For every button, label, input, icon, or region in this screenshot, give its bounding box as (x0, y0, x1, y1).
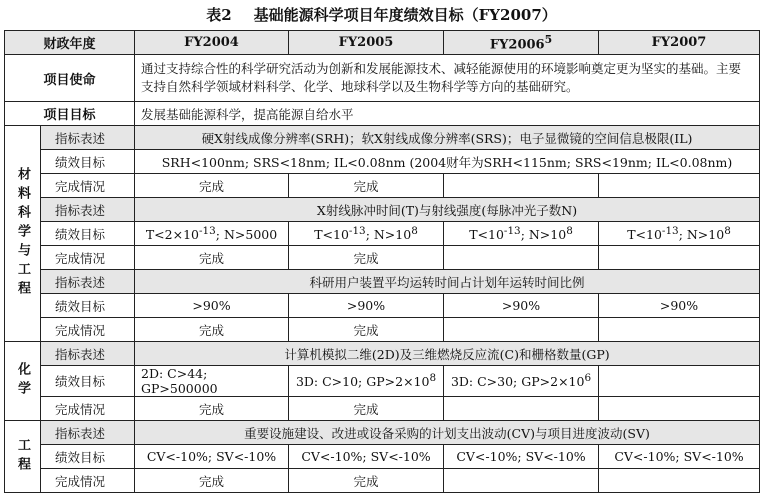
empty-cell (599, 397, 760, 421)
goal-label: 项目目标 (5, 102, 135, 126)
pulse-fy2005: $T<10^{-13}$; $N>10^8$ (289, 222, 444, 246)
row-label: 绩效目标 (41, 445, 135, 469)
empty-cell (444, 318, 599, 342)
table-row (5, 126, 760, 150)
indicator-runtime: 科研用户装置平均运转时间占计划年运转时间比例 (135, 270, 760, 294)
empty-cell (444, 174, 599, 198)
empty-cell (599, 318, 760, 342)
table-row (5, 366, 760, 397)
table-row (5, 445, 760, 469)
eng-fy2007: CV<-10%; SV<-10% (599, 445, 760, 469)
status-cell: 完成 (289, 469, 444, 493)
row-label: 绩效目标 (41, 150, 135, 174)
target-resolution: SRH<100nm; SRS<18nm; IL<0.08nm (2004财年为SRH<115nm; SRS<19nm; IL<0.08nm) (135, 150, 760, 174)
goal-text: 发展基础能源科学，提高能源自给水平 (135, 102, 760, 126)
chem-fy2005: 3D: C>10; $GP>2\times 10^8$ (289, 366, 444, 397)
section-engineering: 工程 (5, 421, 41, 493)
status-cell: 完成 (289, 174, 444, 198)
status-cell: 完成 (135, 246, 289, 270)
table-row (5, 318, 760, 342)
runtime-fy2006: >90% (444, 294, 599, 318)
empty-cell (599, 246, 760, 270)
goal-row (5, 102, 760, 126)
mission-text: 通过支持综合性的科学研究活动为创新和发展能源技术、减轻能源使用的环境影响奠定更为坚实的基础。主要支持自然科学领域材料科学、化学、地球科学以及生物科学等方向的基础研究。 (135, 55, 760, 102)
pulse-fy2006: $T<10^{-13}$; $N>10^8$ (444, 222, 599, 246)
row-label: 绩效目标 (41, 366, 135, 397)
indicator-resolution: 硬X射线成像分辨率(SRH)；软X射线成像分辨率(SRS)；电子显微镜的空间信息极限(IL) (135, 126, 760, 150)
table-title (0, 0, 763, 30)
runtime-fy2005: >90% (289, 294, 444, 318)
section-materials: 材料科学与工程 (5, 126, 41, 342)
indicator-chemistry: 计算机模拟二维(2D)及三维燃烧反应流(C)和栅格数量(GP) (135, 342, 760, 366)
table-row (5, 150, 760, 174)
runtime-fy2007: >90% (599, 294, 760, 318)
table-row (5, 270, 760, 294)
table-row (5, 342, 760, 366)
table-row (5, 222, 760, 246)
row-label: 指标表述 (41, 126, 135, 150)
performance-table (4, 30, 760, 493)
status-cell: 完成 (135, 397, 289, 421)
empty-cell (444, 469, 599, 493)
table-row (5, 421, 760, 445)
empty-cell (599, 366, 760, 397)
status-cell: 完成 (135, 174, 289, 198)
section-chemistry: 化学 (5, 342, 41, 421)
empty-cell (599, 469, 760, 493)
table-number: 表2 (206, 6, 232, 24)
header-fy2007: FY2007 (599, 31, 760, 55)
table-row (5, 397, 760, 421)
header-fy2006: FY2006$^5$ (444, 31, 599, 55)
header-fy2004: FY2004 (135, 31, 289, 55)
row-label: 完成情况 (41, 246, 135, 270)
header-fiscal-year: 财政年度 (5, 31, 135, 55)
eng-fy2006: CV<-10%; SV<-10% (444, 445, 599, 469)
status-cell: 完成 (289, 246, 444, 270)
header-row (5, 31, 760, 55)
row-label: 指标表述 (41, 198, 135, 222)
row-label: 完成情况 (41, 397, 135, 421)
table-row (5, 198, 760, 222)
empty-cell (444, 246, 599, 270)
empty-cell (599, 174, 760, 198)
table-caption: 基础能源科学项目年度绩效目标（FY2007） (253, 6, 557, 24)
table-row (5, 246, 760, 270)
status-cell: 完成 (135, 318, 289, 342)
chem-fy2006: 3D: C>30; $GP>2\times 10^6$ (444, 366, 599, 397)
row-label: 完成情况 (41, 469, 135, 493)
chem-fy2004: 2D: C>44; GP>500000 (135, 366, 289, 397)
table-row (5, 469, 760, 493)
indicator-engineering: 重要设施建设、改进或设备采购的计划支出波动(CV)与项目进度波动(SV) (135, 421, 760, 445)
mission-row (5, 55, 760, 102)
row-label: 指标表述 (41, 270, 135, 294)
status-cell: 完成 (289, 318, 444, 342)
status-cell: 完成 (135, 469, 289, 493)
row-label: 指标表述 (41, 342, 135, 366)
row-label: 完成情况 (41, 318, 135, 342)
pulse-fy2004: $T<2\times 10^{-13}$; N>5000 (135, 222, 289, 246)
eng-fy2004: CV<-10%; SV<-10% (135, 445, 289, 469)
row-label: 指标表述 (41, 421, 135, 445)
row-label: 绩效目标 (41, 222, 135, 246)
runtime-fy2004: >90% (135, 294, 289, 318)
row-label: 绩效目标 (41, 294, 135, 318)
pulse-fy2007: $T<10^{-13}$; $N>10^8$ (599, 222, 760, 246)
status-cell: 完成 (289, 397, 444, 421)
eng-fy2005: CV<-10%; SV<-10% (289, 445, 444, 469)
table-row (5, 294, 760, 318)
empty-cell (444, 397, 599, 421)
row-label: 完成情况 (41, 174, 135, 198)
table-row (5, 174, 760, 198)
header-fy2005: FY2005 (289, 31, 444, 55)
indicator-pulse: X射线脉冲时间(T)与射线强度(每脉冲光子数N) (135, 198, 760, 222)
mission-label: 项目使命 (5, 55, 135, 102)
